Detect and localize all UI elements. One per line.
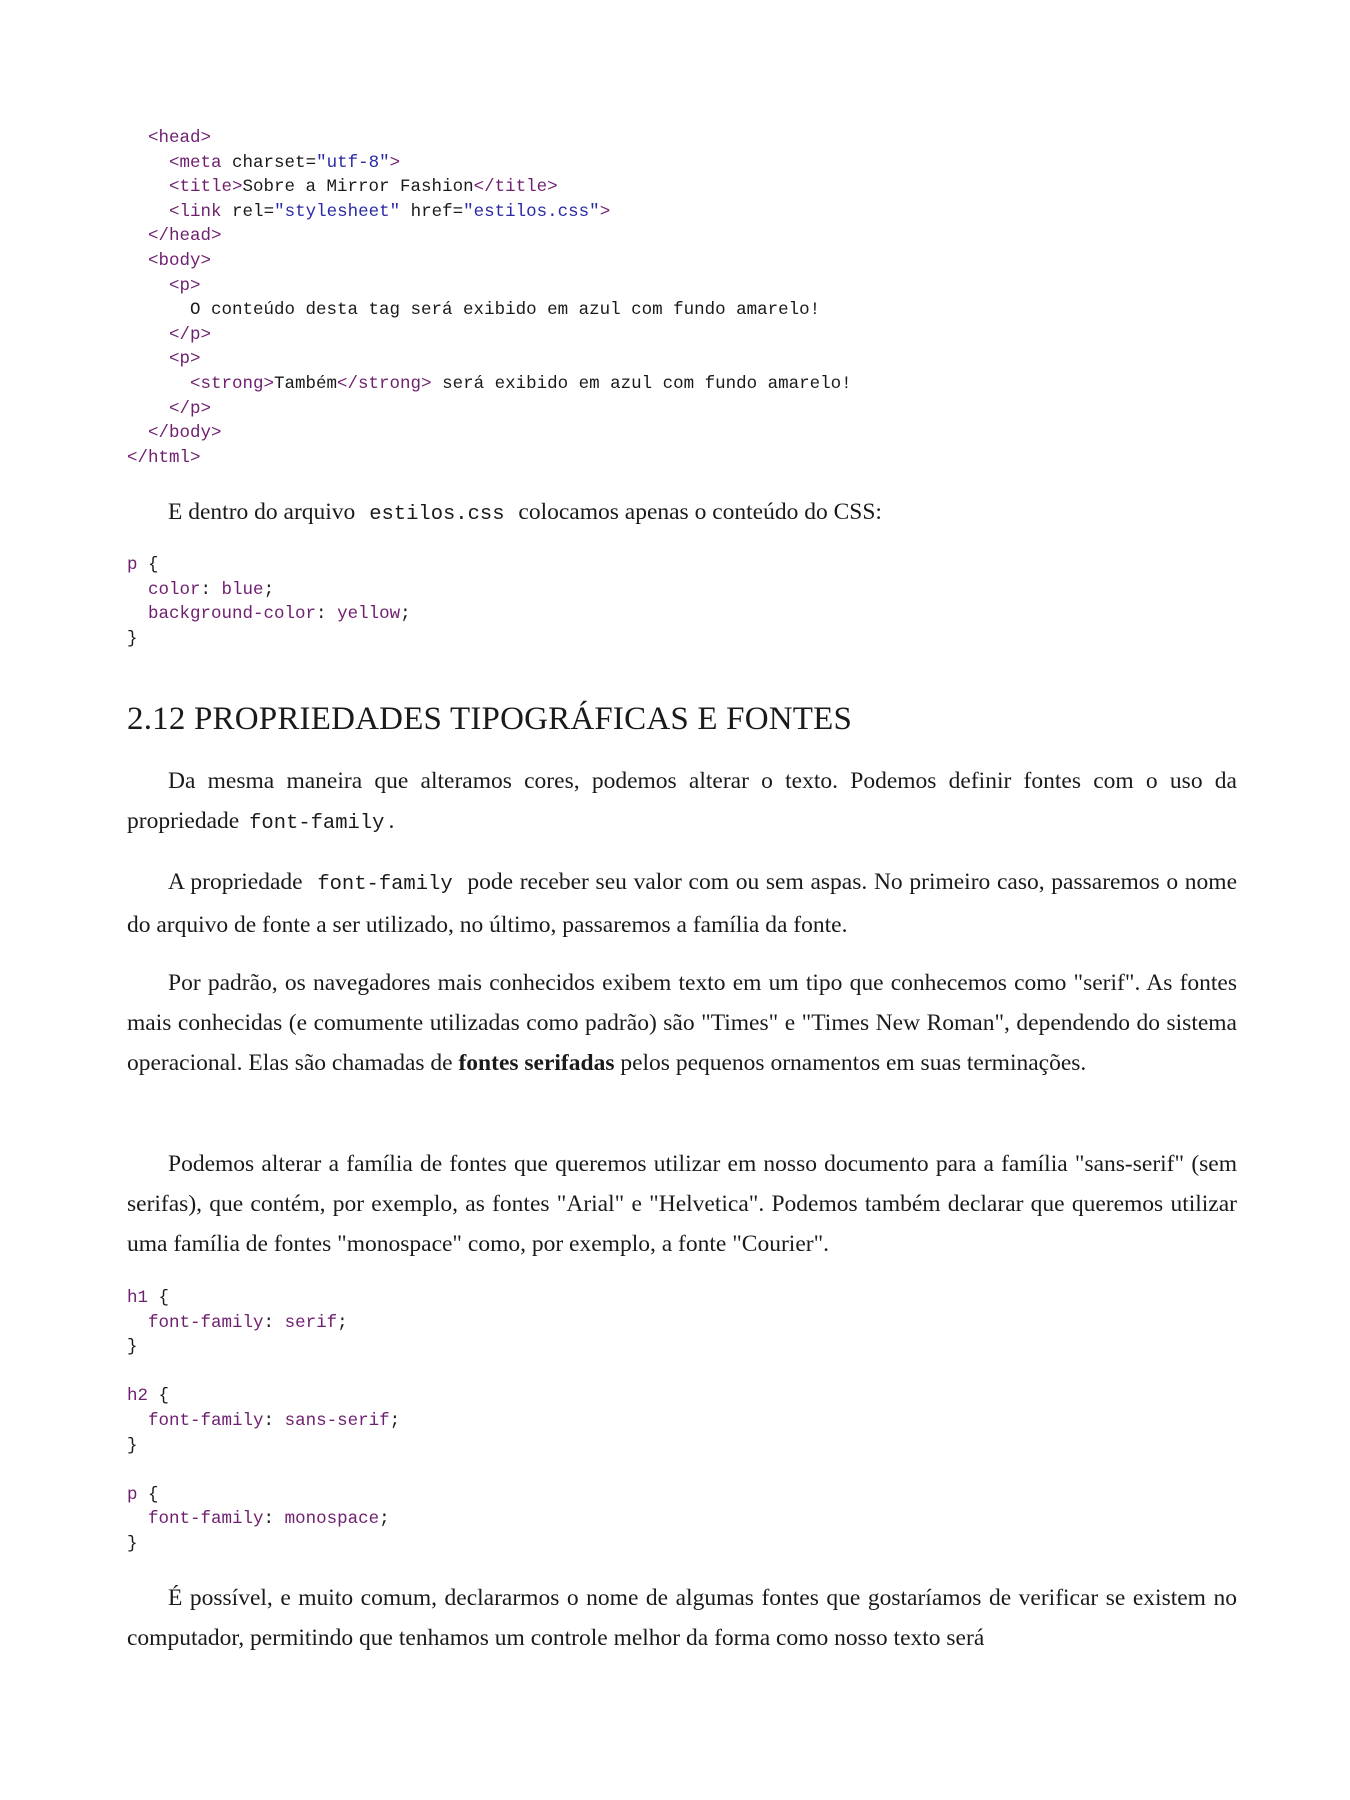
code-line-meta: <meta charset="utf-8"> [169,152,401,173]
code-line-head-open: <head> [148,128,212,148]
code-line-p1-close: </p> [169,324,212,345]
paragraph-font-family-values: A propriedade font-family pode receber seu valor com ou sem aspas. No primeiro caso, passaremos o nome do arquivo de fonte a ser utilizado, no último, passaremos a família da fonte. [127,869,1238,938]
document-page [127,0,1237,1800]
paragraph-font-family-intro: Da mesma maneira que alteramos cores, podemos alterar o texto. Podemos definir fontes com o uso da propriedade font-family . [127,768,1237,835]
bold-term-serif-fonts: fontes serifadas [458,1050,615,1076]
code-line-head-close: </head> [148,226,222,247]
section-heading: 2.12 PROPRIEDADES TIPOGRÁFICAS E FONTES [127,701,853,737]
code-line-html-close: </html> [127,447,201,468]
paragraph-serif-fonts: Por padrão, os navegadores mais conhecidos exibem texto em um tipo que conhecemos como "serif". As fontes mais conhecidas (e comumente utilizadas como padrão) são "Times" e "Times New Roman", dependendo do sistema operacional. Elas são chamadas de fontes serifadas pelos pequenos ornamentos em suas terminações. [127,970,1237,1076]
code-line-p2-close: </p> [169,398,212,419]
paragraph-sans-serif-monospace: Podemos alterar a família de fontes que queremos utilizar em nosso documento para a família "sans-serif" (sem serifas), que contém, por exemplo, as fontes "Arial" e "Helvetica". Podemos também declarar que queremos utilizar uma família de fontes "monospace" como, por exemplo, a fonte "Courier". [127,1151,1237,1257]
code-line-p1-open: <p> [169,275,201,296]
paragraph-font-fallbacks: É possível, e muito comum, declararmos o nome de algumas fontes que gostaríamos de verificar se existem no computador, permitindo que tenhamos um controle melhor da forma como nosso texto será [127,1585,1237,1651]
css-intro-paragraph: E dentro do arquivo estilos.css colocamos apenas o conteúdo do CSS: [168,499,882,526]
code-line-p2-open: <p> [169,349,201,370]
code-line-body-close: </body> [148,423,222,444]
css-code-block-2: h1 { font-family: serif; } h2 { font-family: sans-serif; } p { font-family: monospace; } [127,1288,401,1554]
inline-code-font-family-2: font-family [317,873,453,896]
code-line-p1-text: O conteúdo desta tag será exibido em azul com fundo amarelo! [190,300,821,321]
code-line-link: <link rel="stylesheet" href="estilos.css"> [169,201,611,222]
css-code-block-1: p { color: blue; background-color: yellow; } [127,555,411,649]
code-line-p2-text: <strong>Também</strong> será exibido em azul com fundo amarelo! [190,373,852,394]
html-code-block [127,126,1237,470]
code-line-body-open: <body> [148,250,212,271]
inline-code-font-family: font-family [249,812,385,835]
inline-code-filename: estilos.css [369,503,505,526]
code-line-title: <title>Sobre a Mirror Fashion</title> [169,177,558,198]
